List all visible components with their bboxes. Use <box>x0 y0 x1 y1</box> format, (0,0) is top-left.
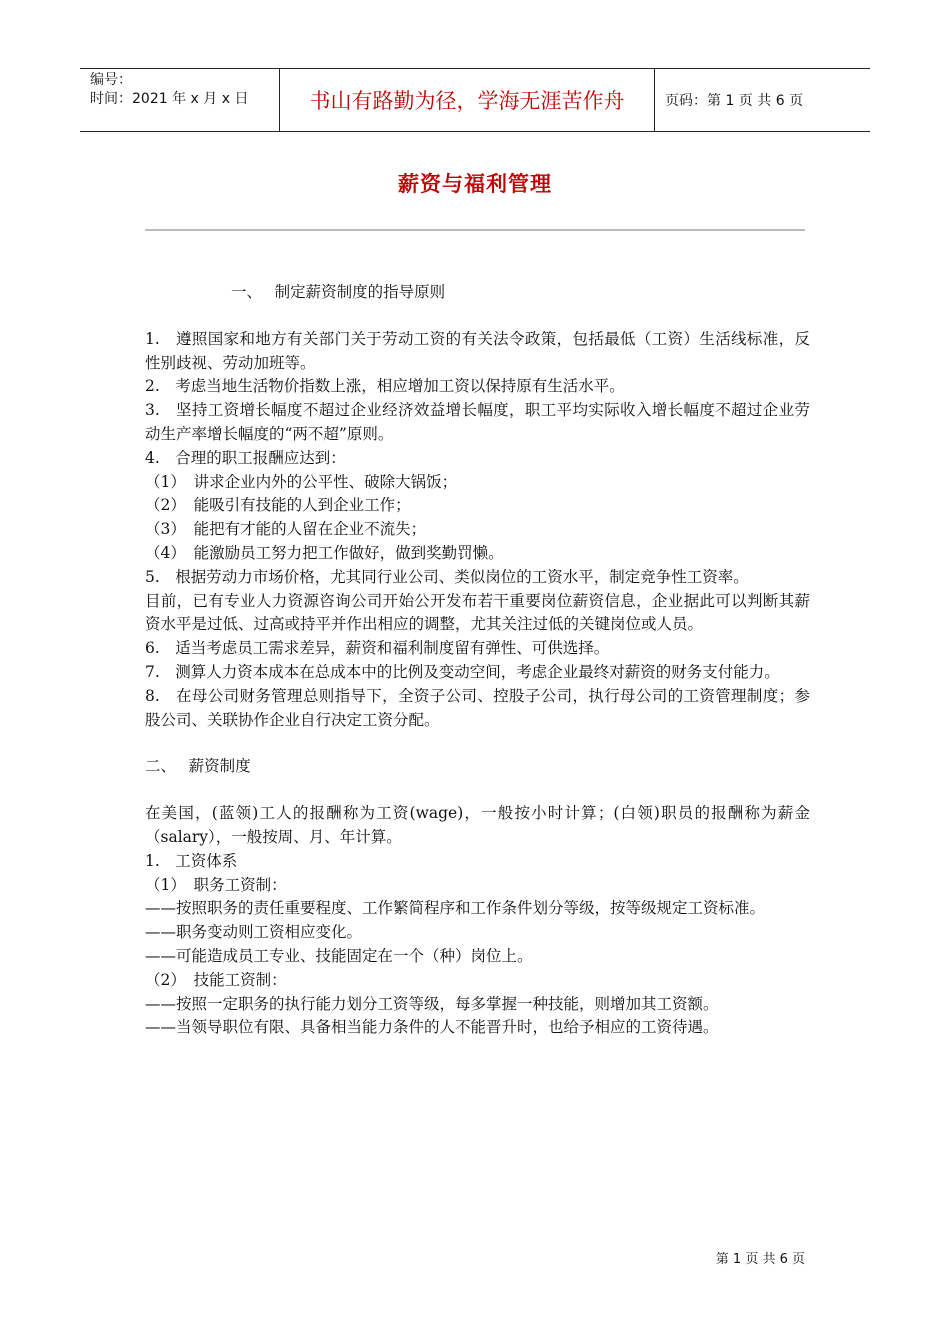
paragraph: 7. 测算人力资本成本在总成本中的比例及变动空间，考虑企业最终对薪资的财务支付能力。 <box>145 662 780 681</box>
page-header <box>80 68 870 132</box>
paragraph: ——按照职务的责任重要程度、工作繁简程序和工作条件划分等级，按等级规定工资标准。 <box>145 899 766 918</box>
page-footer: 第 1 页 共 6 页 <box>715 1252 805 1267</box>
paragraph: （1） 讲求企业内外的公平性、破除大锅饭； <box>145 472 458 491</box>
paragraph: 8. 在母公司财务管理总则指导下，全资子公司、控股子公司，执行母公司的工资管理制度；参股公司、关联协作企业自行决定工资分配。 <box>145 686 810 729</box>
paragraph: （2） 技能工资制： <box>145 970 287 989</box>
date-label: 时间：2021 年 x 月 x 日 <box>90 91 249 107</box>
paragraph: ——可能造成员工专业、技能固定在一个（种）岗位上。 <box>145 946 533 965</box>
paragraph: 目前，已有专业人力资源咨询公司开始公开发布若干重要岗位薪资信息，企业据此可以判断其薪资水平是过低、过高或持平并作出相应的调整，尤其关注过低的关键岗位或人员。 <box>145 591 810 634</box>
document-title: 薪资与福利管理 <box>398 172 552 196</box>
paragraph: 1. 遵照国家和地方有关部门关于劳动工资的有关法令政策，包括最低（工资）生活线标准，反性别歧视、劳动加班等。 <box>145 329 810 372</box>
paragraph: （3） 能把有才能的人留在企业不流失； <box>145 520 427 539</box>
paragraph: ——按照一定职务的执行能力划分工资等级，每多掌握一种技能，则增加其工资额。 <box>145 994 719 1013</box>
paragraph: 1. 工资体系 <box>145 851 238 870</box>
section-heading-2: 二、 薪资制度 <box>145 757 251 776</box>
paragraph: 4. 合理的职工报酬应达到： <box>145 448 346 467</box>
paragraph: （1） 职务工资制： <box>145 875 287 894</box>
paragraph: ——职务变动则工资相应变化。 <box>145 923 363 942</box>
paragraph: （4） 能激励员工努力把工作做好，做到奖勤罚懒。 <box>145 543 504 562</box>
paragraph: 6. 适当考虑员工需求差异，薪资和福利制度留有弹性、可供选择。 <box>145 639 610 658</box>
paragraph: 3. 坚持工资增长幅度不超过企业经济效益增长幅度，职工平均实际收入增长幅度不超过企业劳动生产率增长幅度的“两不超”原则。 <box>145 401 810 443</box>
paragraph: 5. 根据劳动力市场价格，尤其同行业公司、类似岗位的工资水平，制定竞争性工资率。 <box>145 567 749 586</box>
paragraph: 2. 考虑当地生活物价指数上涨，相应增加工资以保持原有生活水平。 <box>145 377 625 396</box>
spacer <box>145 732 810 755</box>
section-heading-1: 一、 制定薪资制度的指导原则 <box>231 283 446 301</box>
spacer <box>145 779 810 802</box>
title-divider <box>145 229 805 231</box>
number-label: 编号： <box>90 72 132 88</box>
paragraph: 在美国，(蓝领)工人的报酬称为工资(wage)，一般按小时计算；(白领)职员的报酬称为薪金（salary），一般按周、月、年计算。 <box>145 804 810 846</box>
header-motto: 书山有路勤为径，学海无涯苦作舟 <box>280 69 655 131</box>
paragraph: ——当领导职位有限、具备相当能力条件的人不能晋升时，也给予相应的工资待遇。 <box>145 1018 719 1037</box>
document-body <box>145 281 810 1040</box>
header-page-info: 页码：第 1 页 共 6 页 <box>665 93 804 109</box>
paragraph: （2） 能吸引有技能的人到企业工作； <box>145 496 411 515</box>
header-meta <box>80 69 280 131</box>
